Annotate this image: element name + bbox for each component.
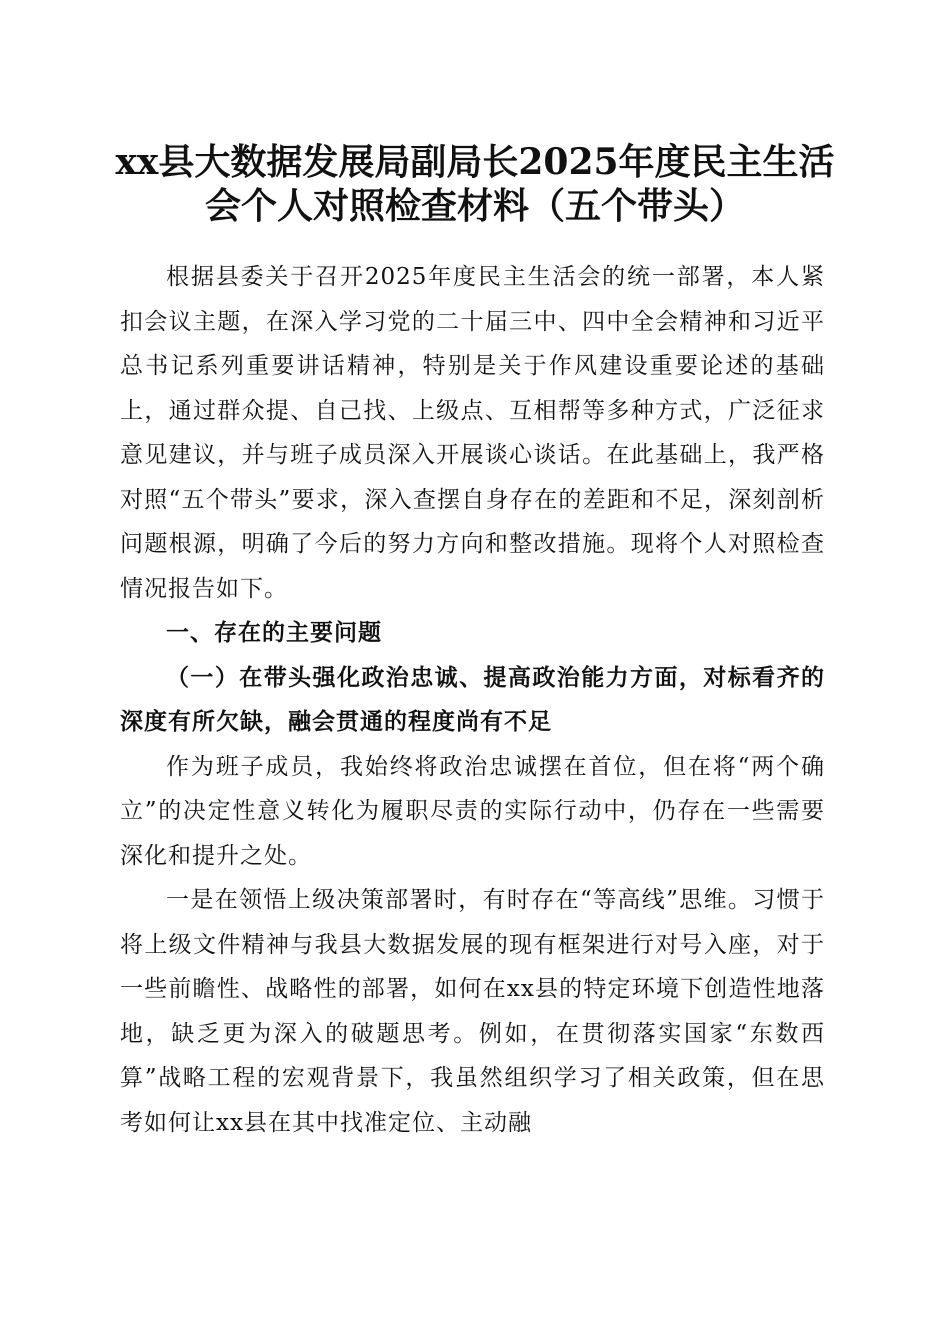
title-line-1: xx县大数据发展局副局长2025年度民主生活 bbox=[115, 141, 835, 183]
title-line-2: 会个人对照检查材料（五个带头） bbox=[204, 185, 745, 227]
section-heading-problems: 一、存在的主要问题 bbox=[166, 619, 382, 646]
subsection-heading-political-loyalty: （一）在带头强化政治忠诚、提高政治能力方面，对标看齐的深度有所欠缺，融会贯通的程度尚有不足 bbox=[120, 663, 825, 735]
body-paragraph: 作为班子成员，我始终将政治忠诚摆在首位，但在将“两个确立”的决定性意义转化为履职尽责的实际行动中，仍存在一些需要深化和提升之处。 bbox=[120, 753, 825, 869]
body-paragraph: 一是在领悟上级决策部署时，有时存在“等高线”思维。习惯于将上级文件精神与我县大数据发展的现有框架进行对号入座，对于一些前瞻性、战略性的部署，如何在xx县的特定环境下创造性地落地，缺乏更为深入的破题思考。例如，在贯彻落实国家“东数西算”战略工程的宏观背景下，我虽然组织学习了相关政策，但在思考如何让xx县在其中找准定位、主动融 bbox=[120, 887, 825, 1136]
intro-paragraph: 根据县委关于召开2025年度民主生活会的统一部署，本人紧扣会议主题，在深入学习党的二十届三中、四中全会精神和习近平总书记系列重要讲话精神，特别是关于作风建设重要论述的基础上，通过群众提、自己找、上级点、互相帮等多种方式，广泛征求意见建议，并与班子成员深入开展谈心谈话。在此基础上，我严格对照“五个带头”要求，深入查摆自身存在的差距和不足，深刻剖析问题根源，明确了今后的努力方向和整改措施。现将个人对照检查情况报告如下。 bbox=[120, 264, 825, 602]
document-title bbox=[100, 140, 850, 228]
document-body bbox=[120, 255, 825, 1145]
